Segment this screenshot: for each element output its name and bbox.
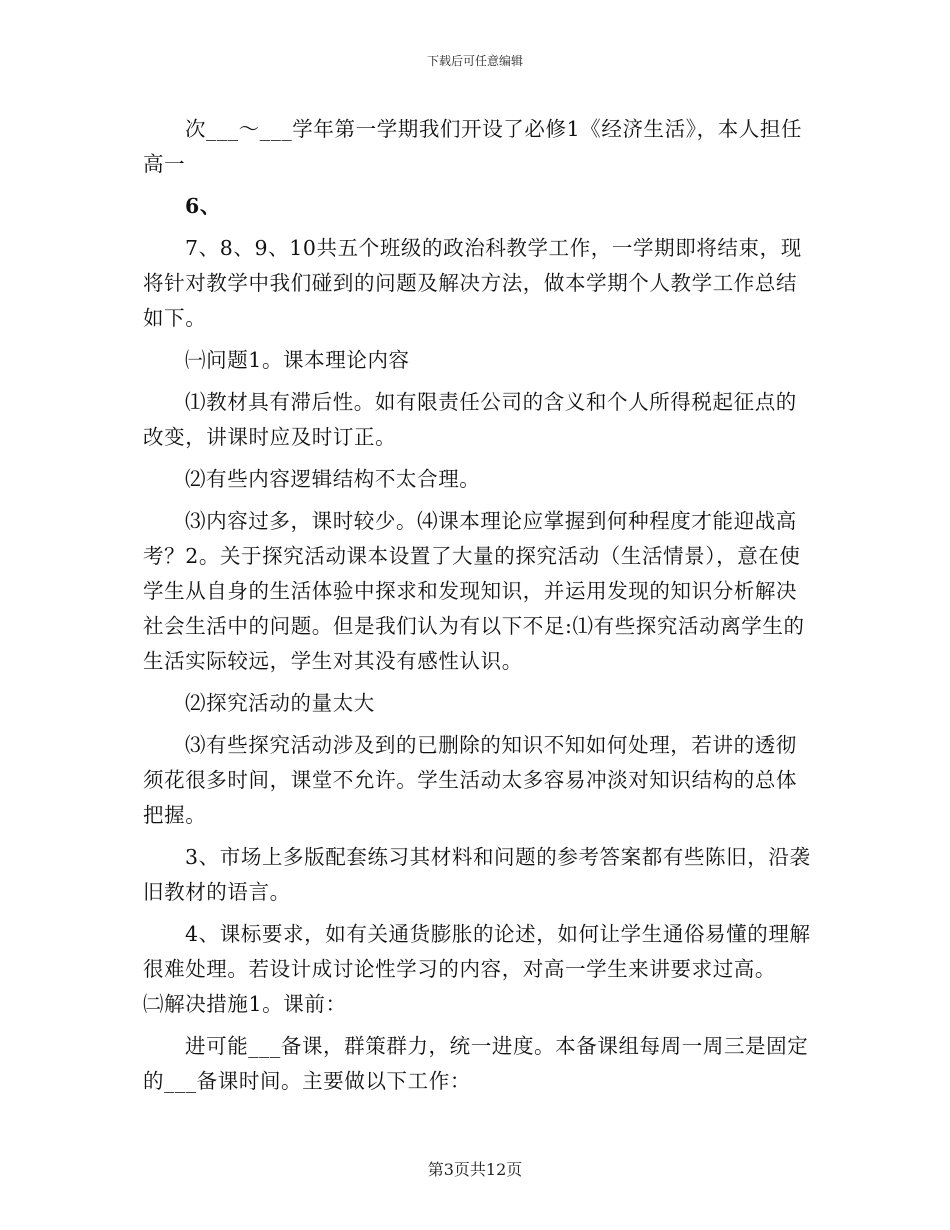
paragraph: 7、8、9、10共五个班级的政治科教学工作，一学期即将结束，现将针对教学中我们碰到的问题及解决方法，做本学期个人教学工作总结如下。 xyxy=(143,236,802,330)
paragraph: 进可能___备课，群策群力，统一进度。本备课组每周一周三是固定的___备课时间。主要做以下工作： xyxy=(143,1034,809,1093)
paragraph: ㈡解决措施1。课前： xyxy=(143,992,347,1016)
paragraph: 次___～___学年第一学期我们开设了必修1《经济生活》，本人担任高一 xyxy=(143,117,803,176)
document-body xyxy=(143,112,811,1106)
paragraph: ㈠问题1。课本理论内容 xyxy=(185,348,410,372)
paragraph: ⑴教材具有滞后性。如有限责任公司的含义和个人所得税起征点的改变，讲课时应及时订正。 xyxy=(143,390,797,449)
paragraph: ⑵探究活动的量太大 xyxy=(185,691,375,715)
paragraph: ⑶内容过多，课时较少。⑷课本理论应掌握到何种程度才能迎战高考？2。关于探究活动课本设置了大量的探究活动（生活情景），意在使学生从自身的生活体验中探求和发现知识，并运用发现的知识分析解决社会生活中的问题。但是我们认为有以下不足:⑴有些探究活动离学生的生活实际较远，学生对其没有感性认识。 xyxy=(143,509,805,673)
paragraph: ⑶有些探究活动涉及到的已删除的知识不知如何处理，若讲的透彻须花很多时间，课堂不允许。学生活动太多容易冲淡对知识结构的总体把握。 xyxy=(143,733,798,827)
page-number: 第3页共12页 xyxy=(427,1160,523,1179)
paragraph: 4、课标要求，如有关通货膨胀的论述，如何让学生通俗易懂的理解很难处理。若设计成讨论性学习的内容，对高一学生来讲要求过高。 xyxy=(143,922,811,981)
paragraph: 6、 xyxy=(185,194,221,218)
paragraph: 3、市场上多版配套练习其材料和问题的参考答案都有些陈旧，沿袭旧教材的语言。 xyxy=(143,845,811,904)
page-header: 下载后可任意编辑 xyxy=(426,54,523,68)
paragraph: ⑵有些内容逻辑结构不太合理。 xyxy=(185,467,481,491)
